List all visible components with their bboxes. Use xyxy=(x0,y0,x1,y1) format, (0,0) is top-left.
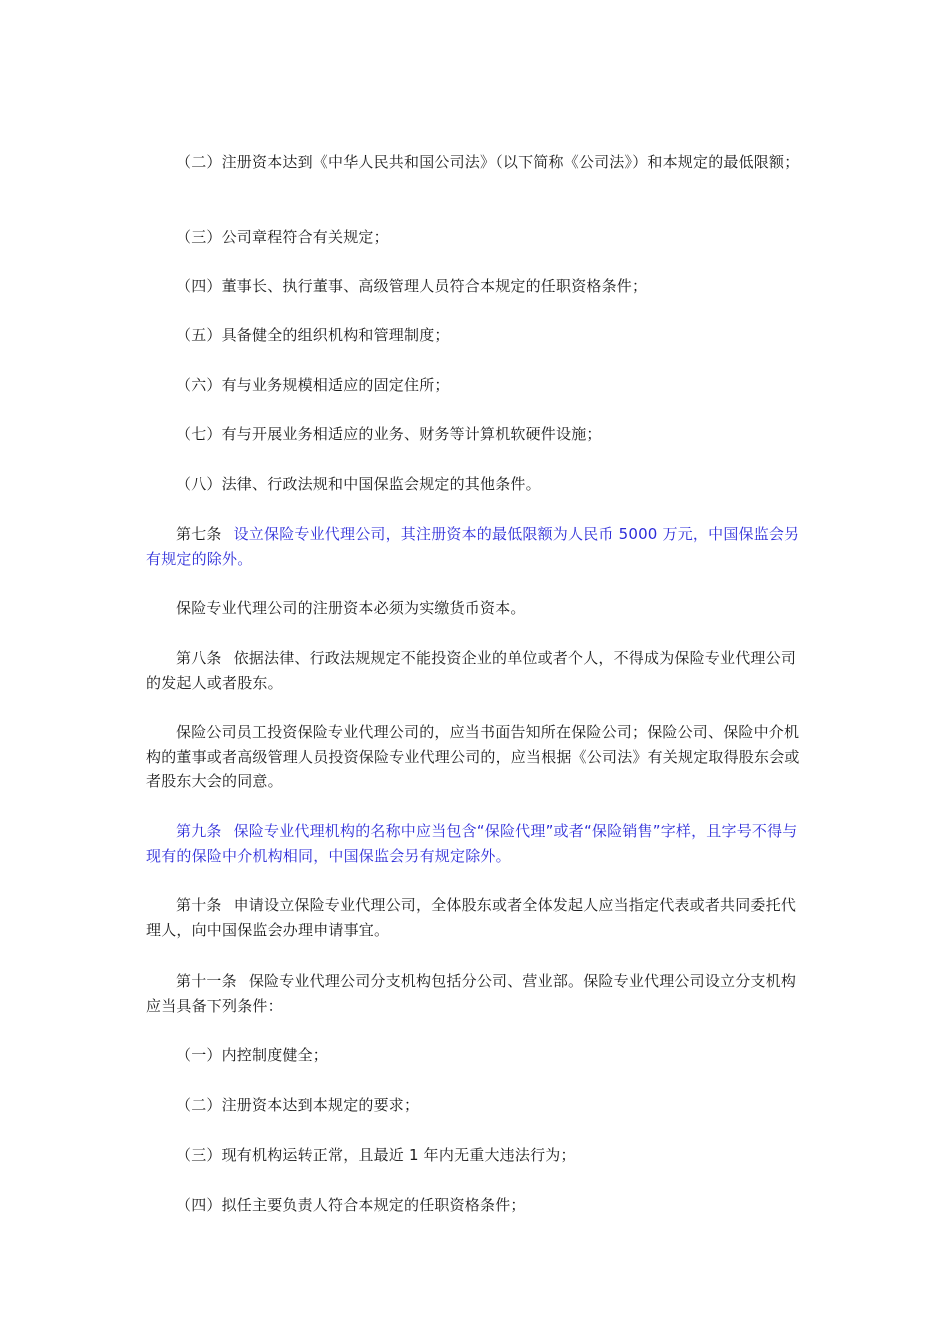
paragraph-text: 保险专业代理公司的注册资本必须为实缴货币资本。 xyxy=(176,599,526,617)
article-text: 保险专业代理公司分支机构包括分公司、营业部。保险专业代理公司设立分支机构应当具备下列条件： xyxy=(146,972,797,1015)
article-7 xyxy=(146,522,806,571)
article-number: 第九条 xyxy=(176,822,222,840)
article-10 xyxy=(146,893,806,942)
paragraph-clause-5 xyxy=(146,323,806,348)
paragraph-clause-3 xyxy=(146,225,806,250)
article-text: 设立保险专业代理公司，其注册资本的最低限额为人民币 5000 万元，中国保监会另有规定的除外。 xyxy=(146,525,800,568)
paragraph-clause-7 xyxy=(146,422,806,447)
article-number: 第七条 xyxy=(176,525,222,543)
paragraph-text: （四）拟任主要负责人符合本规定的任职资格条件； xyxy=(176,1196,526,1214)
article-text: 保险专业代理机构的名称中应当包含“保险代理”或者“保险销售”字样，且字号不得与现有的保险中介机构相同，中国保监会另有规定除外。 xyxy=(146,822,798,865)
paragraph-branch-clause-2 xyxy=(146,1093,806,1118)
paragraph-text: （六）有与业务规模相适应的固定住所； xyxy=(176,376,450,394)
paragraph-text: （七）有与开展业务相适应的业务、财务等计算机软硬件设施； xyxy=(176,425,602,443)
article-number: 第八条 xyxy=(176,649,222,667)
paragraph-clause-8 xyxy=(146,472,806,497)
paragraph-text: （三）公司章程符合有关规定； xyxy=(176,228,389,246)
paragraph-branch-clause-4 xyxy=(146,1193,806,1218)
paragraph-text: （二）注册资本达到本规定的要求； xyxy=(176,1096,420,1114)
paragraph-registered-capital xyxy=(146,596,806,621)
article-text: 依据法律、行政法规规定不能投资企业的单位或者个人，不得成为保险专业代理公司的发起人或者股东。 xyxy=(146,649,797,692)
paragraph-text: （四）董事长、执行董事、高级管理人员符合本规定的任职资格条件； xyxy=(176,277,648,295)
paragraph-clause-4 xyxy=(146,274,806,299)
paragraph-text: （五）具备健全的组织机构和管理制度； xyxy=(176,326,450,344)
article-number: 第十一条 xyxy=(176,972,237,990)
article-number: 第十条 xyxy=(176,896,222,914)
paragraph-clause-2 xyxy=(146,150,806,175)
paragraph-text: （一）内控制度健全； xyxy=(176,1046,329,1064)
article-11 xyxy=(146,969,806,1018)
paragraph-text: （二）注册资本达到《中华人民共和国公司法》（以下简称《公司法》）和本规定的最低限额； xyxy=(176,153,800,171)
paragraph-branch-clause-1 xyxy=(146,1043,806,1068)
paragraph-text: （八）法律、行政法规和中国保监会规定的其他条件。 xyxy=(176,475,541,493)
paragraph-clause-6 xyxy=(146,373,806,398)
article-text: 申请设立保险专业代理公司，全体股东或者全体发起人应当指定代表或者共同委托代理人，向中国保监会办理申请事宜。 xyxy=(146,896,797,939)
article-9 xyxy=(146,819,806,868)
article-8 xyxy=(146,646,806,695)
paragraph-text: 保险公司员工投资保险专业代理公司的，应当书面告知所在保险公司；保险公司、保险中介机构的董事或者高级管理人员投资保险专业代理公司的，应当根据《公司法》有关规定取得股东会或者股东大会的同意。 xyxy=(146,723,800,790)
paragraph-branch-clause-3 xyxy=(146,1143,806,1168)
paragraph-employee-investment xyxy=(146,720,806,794)
paragraph-text: （三）现有机构运转正常，且最近 1 年内无重大违法行为； xyxy=(176,1146,576,1164)
